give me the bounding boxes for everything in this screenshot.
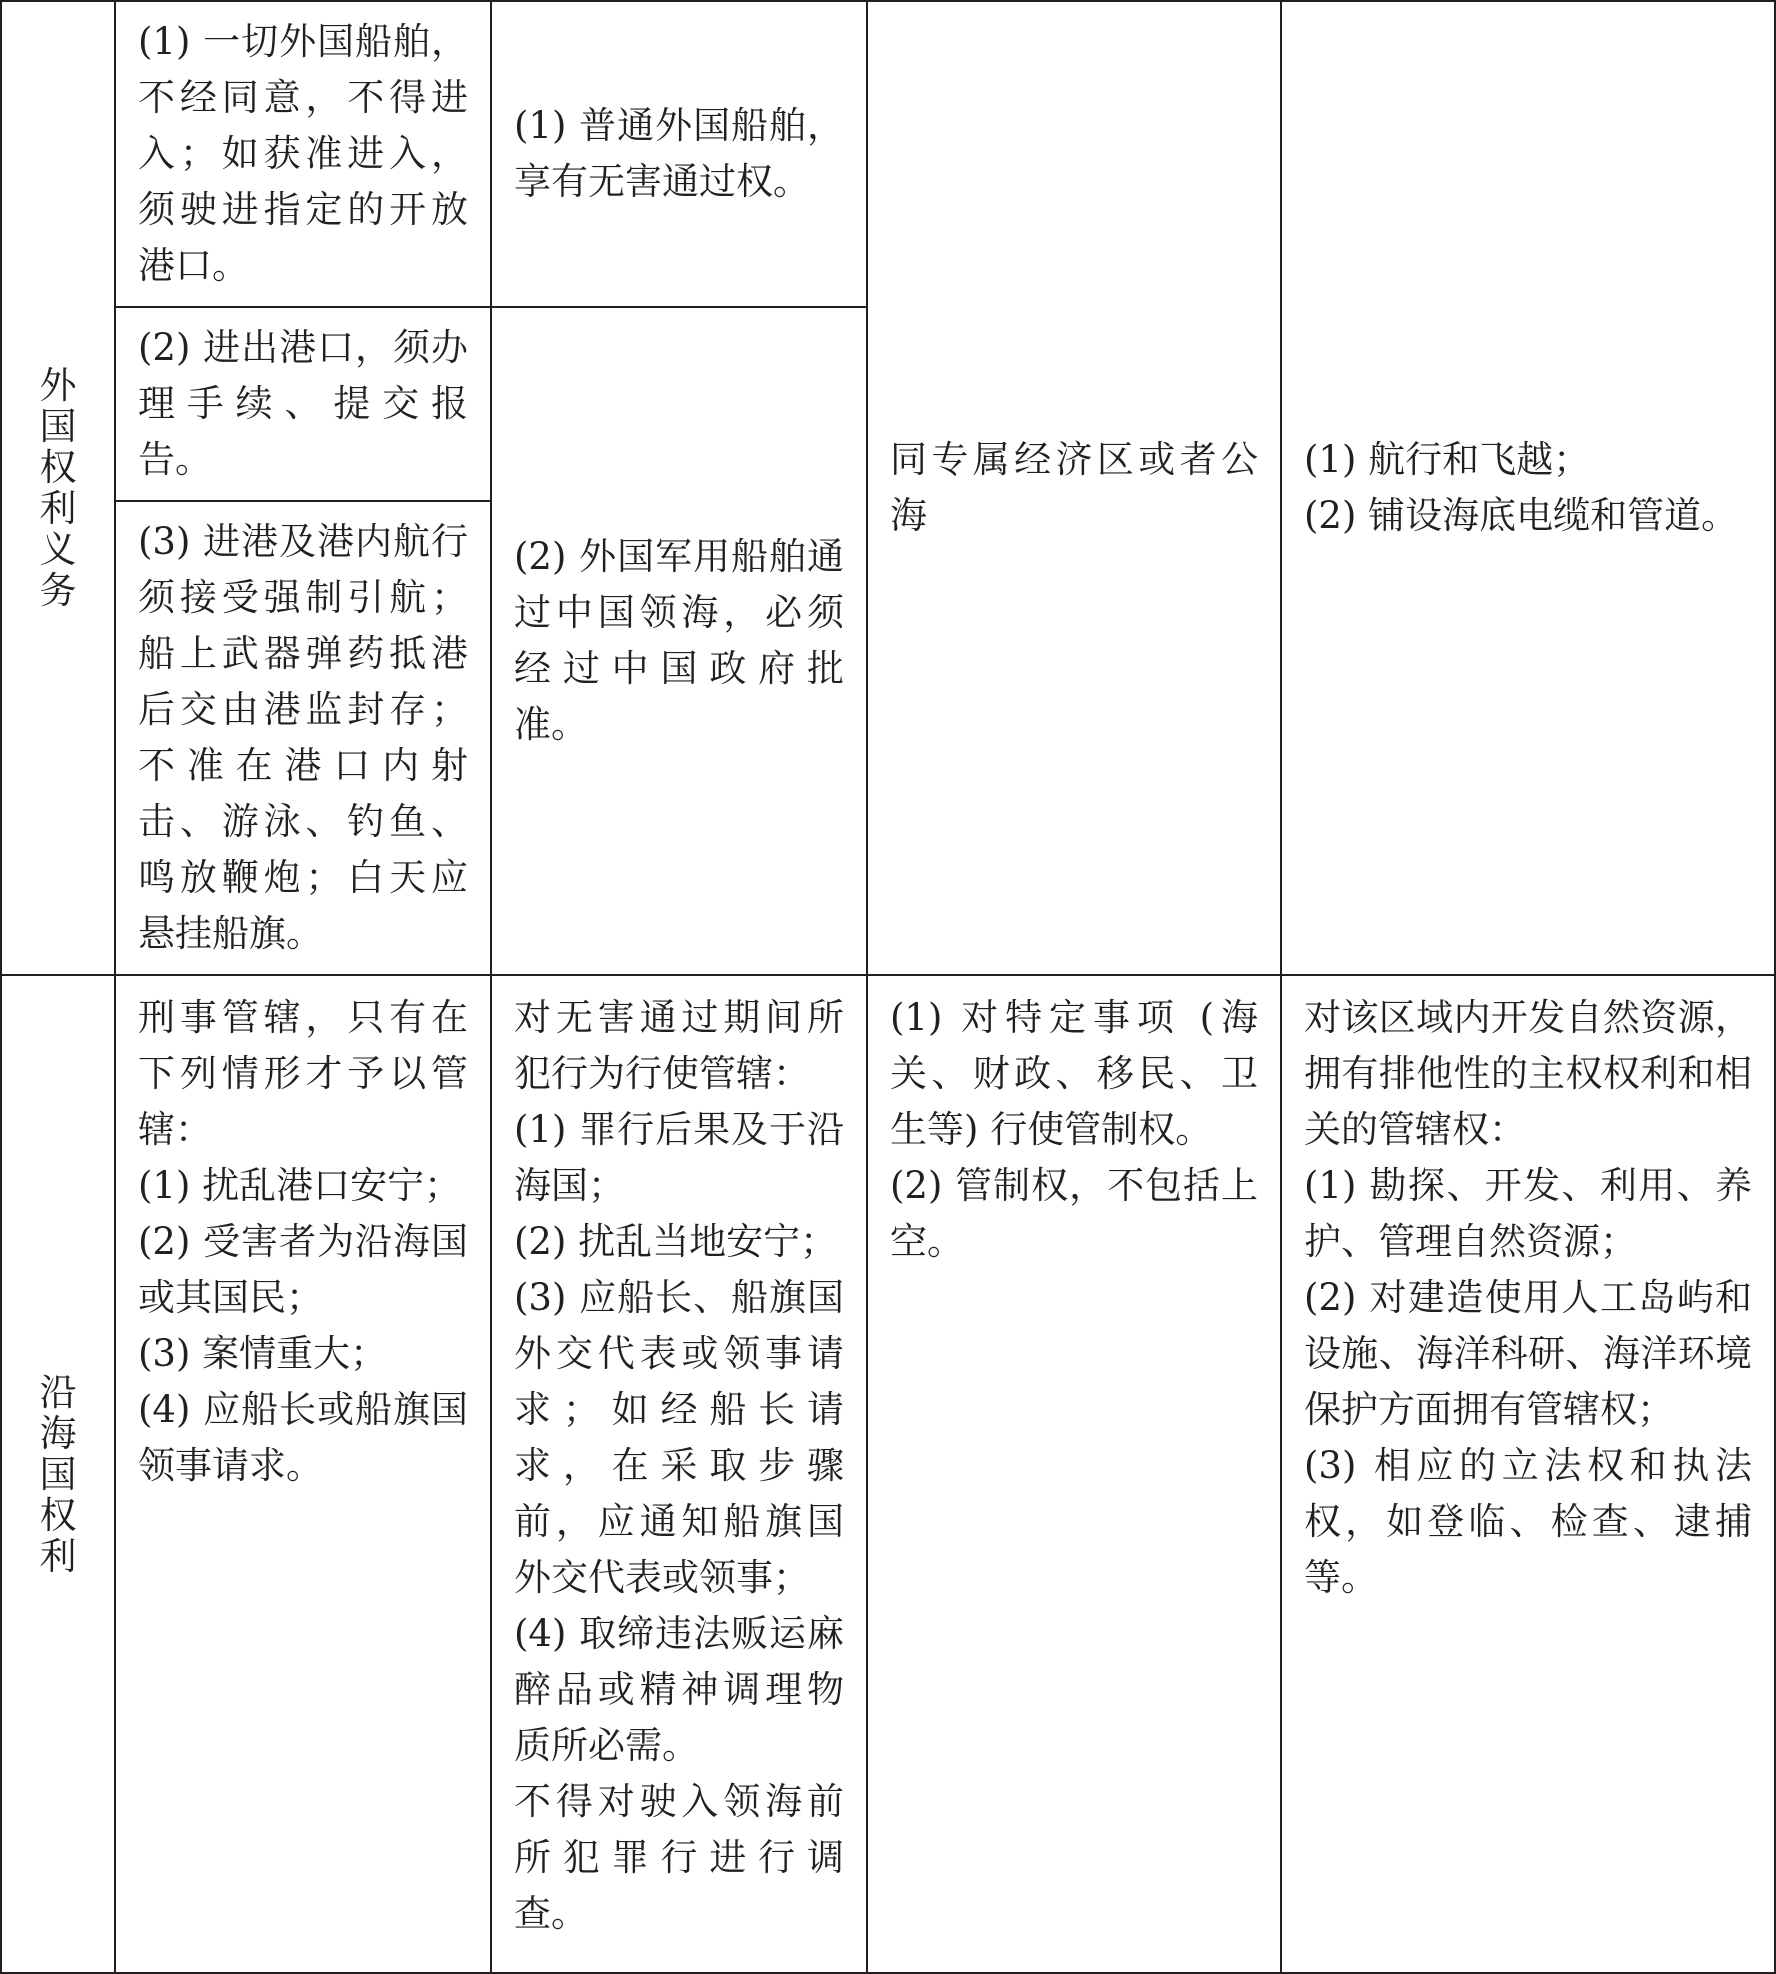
coastal-col3-item: (2) 管制权，不包括上空。	[890, 1164, 1258, 1263]
cell-coastal-col1	[115, 975, 491, 1973]
coastal-col4-intro: 对该区域内开发自然资源，拥有排他性的主权权利和相关的管辖权：	[1304, 996, 1752, 1151]
coastal-col1-item: (4) 应船长或船旗国领事请求。	[138, 1388, 468, 1487]
coastal-col4-item: (3) 相应的立法权和执法权，如登临、检查、逮捕等。	[1304, 1444, 1752, 1599]
coastal-col1-intro: 刑事管辖，只有在下列情形才予以管辖：	[138, 996, 468, 1151]
cell-foreign-col2-item2: (2) 外国军用船舶通过中国领海，必须经过中国政府批准。	[491, 307, 867, 975]
coastal-col3-item: (1) 对特定事项 (海关、财政、移民、卫生等) 行使管制权。	[890, 996, 1258, 1151]
cell-foreign-col1-item1: (1) 一切外国船舶，不经同意，不得进入；如获准进入，须驶进指定的开放港口。	[115, 1, 491, 307]
coastal-col2-item: (3) 应船长、船旗国外交代表或领事请求；如经船长请求，在采取步骤前，应通知船旗国外交代表或领事；	[514, 1276, 844, 1599]
row-header-foreign-label: 外国权利义务	[39, 364, 77, 612]
cell-foreign-col3: 同专属经济区或者公海	[867, 1, 1281, 975]
cell-coastal-col2	[491, 975, 867, 1973]
foreign-col4-item2: (2) 铺设海底电缆和管道。	[1304, 494, 1739, 537]
table-row	[1, 1, 1775, 307]
row-header-foreign	[1, 1, 115, 975]
coastal-col2-item: (1) 罪行后果及于沿海国；	[514, 1108, 844, 1207]
cell-foreign-col4	[1281, 1, 1775, 975]
coastal-col1-item: (1) 扰乱港口安宁；	[138, 1164, 462, 1207]
cell-foreign-col1-item2: (2) 进出港口，须办理手续、提交报告。	[115, 307, 491, 501]
cell-coastal-col3	[867, 975, 1281, 1973]
table-row	[1, 975, 1775, 1973]
coastal-col2-item: (2) 扰乱当地安宁；	[514, 1220, 838, 1263]
coastal-col4-item: (2) 对建造使用人工岛屿和设施、海洋科研、海洋环境保护方面拥有管辖权；	[1304, 1276, 1752, 1431]
cell-foreign-col1-item3: (3) 进港及港内航行须接受强制引航；船上武器弹药抵港后交由港监封存；不准在港口内射击、游泳、钓鱼、鸣放鞭炮；白天应悬挂船旗。	[115, 501, 491, 975]
foreign-col4-item1: (1) 航行和飞越；	[1304, 438, 1591, 481]
cell-coastal-col4	[1281, 975, 1775, 1973]
coastal-col1-item: (3) 案情重大；	[138, 1332, 388, 1375]
coastal-col2-item: (4) 取缔违法贩运麻醉品或精神调理物质所必需。	[514, 1612, 844, 1767]
coastal-col2-note: 不得对驶入领海前所犯罪行进行调查。	[514, 1780, 844, 1935]
row-header-coastal	[1, 975, 115, 1973]
coastal-col1-item: (2) 受害者为沿海国或其国民；	[138, 1220, 468, 1319]
coastal-col4-item: (1) 勘探、开发、利用、养护、管理自然资源；	[1304, 1164, 1752, 1263]
coastal-col2-intro: 对无害通过期间所犯行为行使管辖：	[514, 996, 844, 1095]
cell-foreign-col2-item1: (1) 普通外国船舶，享有无害通过权。	[491, 1, 867, 307]
row-header-coastal-label: 沿海国权利	[39, 1370, 77, 1578]
